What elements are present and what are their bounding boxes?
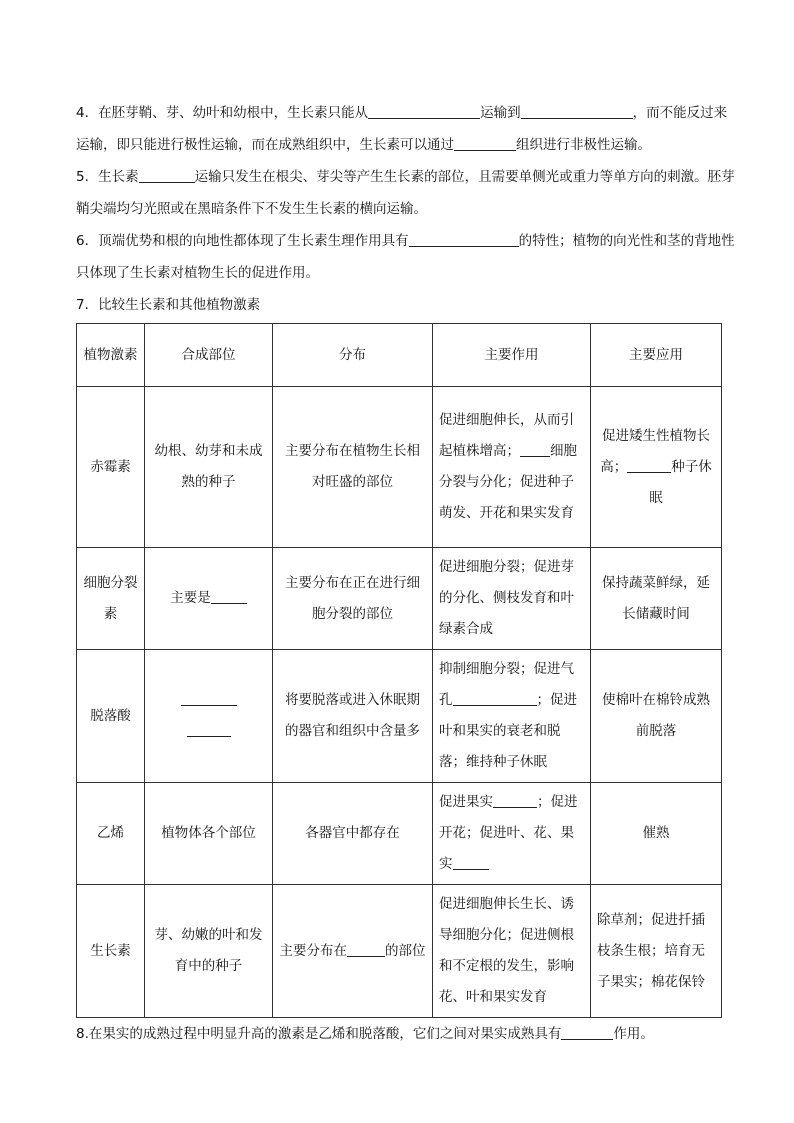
main-application: 促进矮生性植物长高； 种子休眠	[591, 387, 722, 548]
header-function: 主要作用	[433, 324, 591, 387]
answer-blank[interactable]	[627, 458, 671, 473]
distribution: 主要分布在 的部位	[273, 885, 433, 1018]
question-8: 8.在果实的成熟过程中明显升高的激素是乙烯和脱落酸，它们之间对果实成熟具有 作用。	[76, 1026, 654, 1042]
header-site: 合成部位	[145, 324, 273, 387]
answer-blank[interactable]	[347, 942, 385, 957]
distribution: 主要分布在正在进行细胞分裂的部位	[273, 548, 433, 650]
table-row-ethylene	[77, 783, 722, 885]
table-row-auxin	[77, 885, 722, 1018]
hormone-name: 生长素	[77, 885, 145, 1018]
main-application: 使棉叶在棉铃成熟前脱落	[591, 650, 722, 783]
table-row-cytokinin	[77, 548, 722, 650]
main-application: 催熟	[591, 783, 722, 885]
main-application: 除草剂；促进扦插枝条生根；培育无子果实；棉花保铃	[591, 885, 722, 1018]
distribution: 各器官中都存在	[273, 783, 433, 885]
answer-blank[interactable]	[493, 793, 537, 808]
header-hormone: 植物激素	[77, 324, 145, 387]
main-application: 保持蔬菜鲜绿，延长储藏时间	[591, 548, 722, 650]
main-function: 抑制细胞分裂；促进气孔 ；促进叶和果实的衰老和脱落；维持种子休眠	[433, 650, 591, 783]
answer-blank[interactable]	[211, 589, 247, 604]
answer-blank[interactable]	[139, 168, 195, 183]
hormone-name: 赤霉素	[77, 387, 145, 548]
hormone-name: 乙烯	[77, 783, 145, 885]
answer-blank[interactable]	[520, 442, 550, 457]
header-distribution: 分布	[273, 324, 433, 387]
synthesis-site	[145, 650, 273, 783]
hormone-name: 脱落酸	[77, 650, 145, 783]
answer-blank[interactable]	[409, 232, 519, 247]
question-6: 6．顶端优势和根的向地性都体现了生长素生理作用具有 的特性；植物的向光性和茎的背地性只体现了生长素对植物生长的促进作用。	[76, 233, 735, 281]
answer-blank[interactable]	[368, 104, 480, 119]
answer-blank[interactable]	[561, 1025, 613, 1040]
question-7-title: 7．比较生长素和其他植物激素	[76, 297, 261, 313]
synthesis-site: 幼根、幼芽和未成熟的种子	[145, 387, 273, 548]
answer-blank[interactable]	[187, 722, 231, 737]
question-4: 4．在胚芽鞘、芽、幼叶和幼根中，生长素只能从 运输到 ，而不能反过来运输，即只能进行极性运输，而在成熟组织中，生长素可以通过 组织进行非极性运输。	[76, 105, 728, 153]
distribution: 主要分布在植物生长相对旺盛的部位	[273, 387, 433, 548]
answer-blank[interactable]	[521, 104, 633, 119]
hormone-comparison-table	[76, 323, 722, 1018]
question-5: 5．生长素 运输只发生在根尖、芽尖等产生生长素的部位，且需要单侧光或重力等单方向的刺激。胚芽鞘尖端均匀光照或在黑暗条件下不发生生长素的横向运输。	[76, 169, 735, 217]
table-row-abscisic-acid	[77, 650, 722, 783]
synthesis-site: 主要是	[145, 548, 273, 650]
answer-blank[interactable]	[453, 855, 489, 870]
answer-blank[interactable]	[454, 136, 516, 151]
main-function: 促进果实 ；促进开花；促进叶、花、果实	[433, 783, 591, 885]
table-row-gibberellin	[77, 387, 722, 548]
distribution: 将要脱落或进入休眠期的器官和组织中含量多	[273, 650, 433, 783]
answer-blank[interactable]	[181, 691, 237, 706]
table-header-row	[77, 324, 722, 387]
main-function: 促进细胞伸长，从而引起植株增高； 细胞分裂与分化；促进种子萌发、开花和果实发育	[433, 387, 591, 548]
hormone-name: 细胞分裂素	[77, 548, 145, 650]
synthesis-site: 芽、幼嫩的叶和发育中的种子	[145, 885, 273, 1018]
answer-blank[interactable]	[453, 691, 537, 706]
main-function: 促进细胞分裂；促进芽的分化、侧枝发育和叶绿素合成	[433, 548, 591, 650]
worksheet-page	[76, 97, 736, 1050]
header-application: 主要应用	[591, 324, 722, 387]
synthesis-site: 植物体各个部位	[145, 783, 273, 885]
main-function: 促进细胞伸长生长、诱导细胞分化；促进侧根和不定根的发生，影响花、叶和果实发育	[433, 885, 591, 1018]
